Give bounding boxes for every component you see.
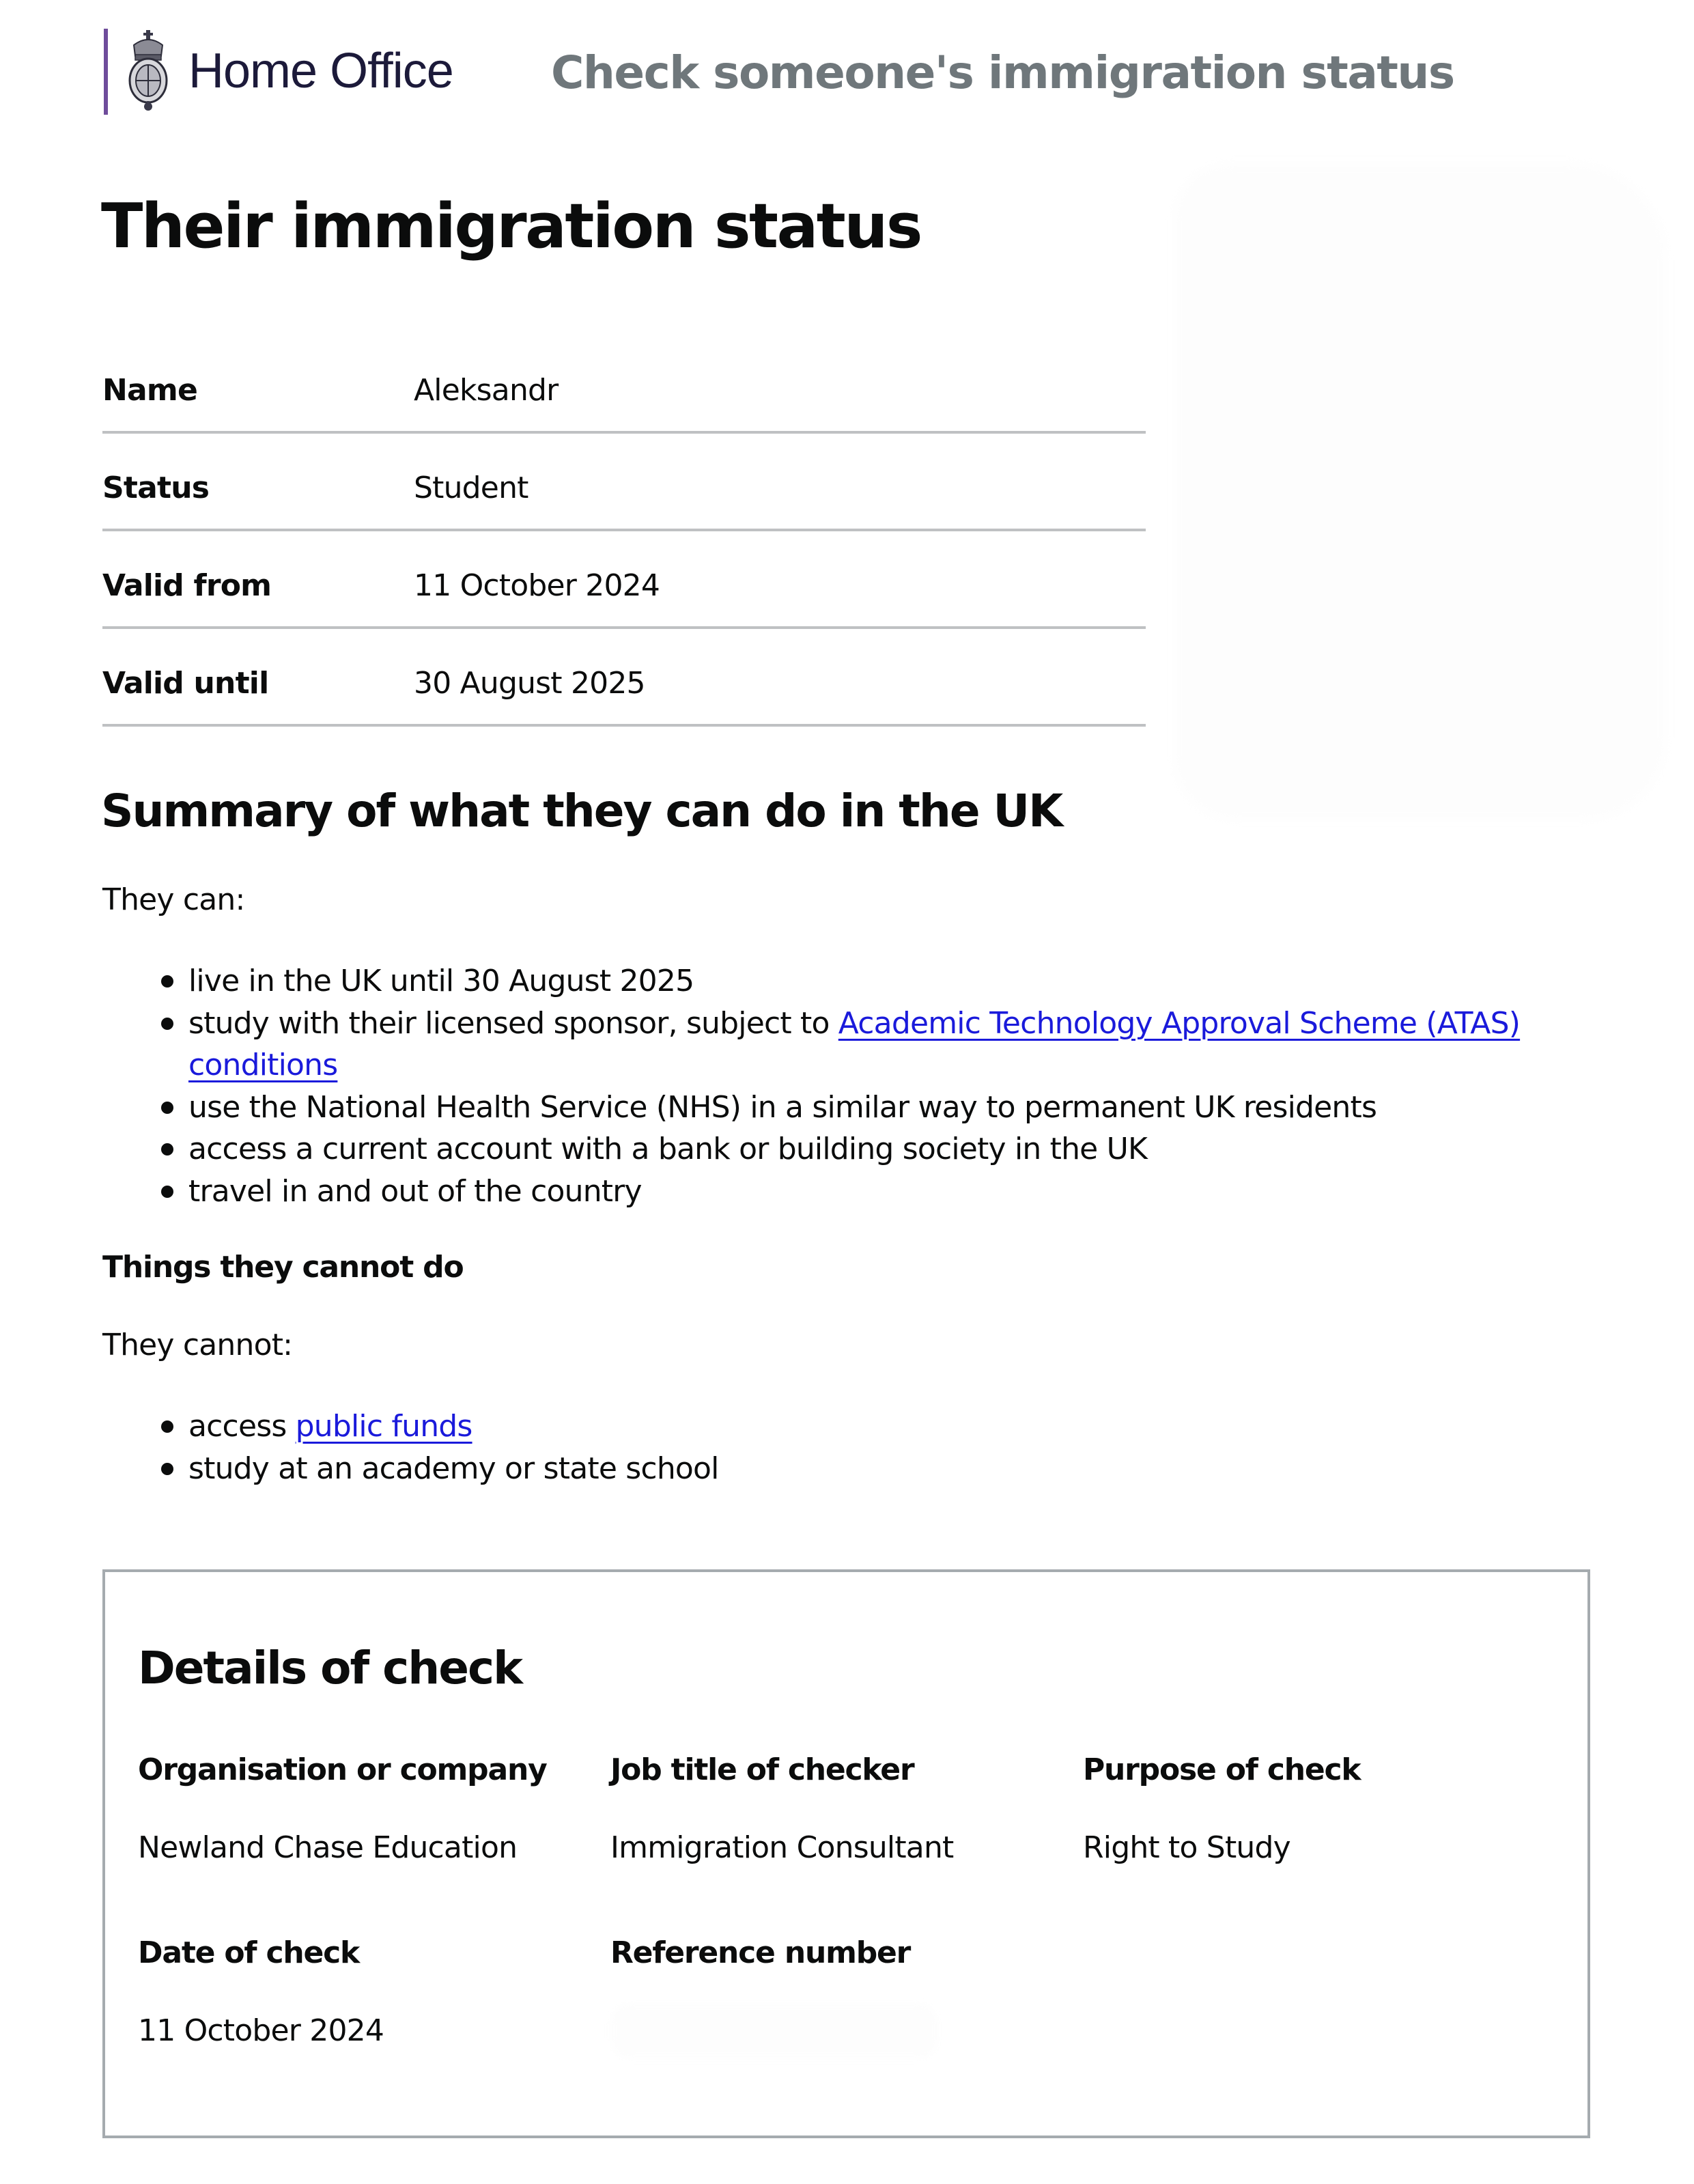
list-item	[161, 1128, 1595, 1171]
site-header	[102, 29, 1605, 117]
list-item	[161, 960, 1595, 1003]
can-do-list	[161, 960, 1595, 1212]
detail-value: Newland Chase Education	[138, 1830, 518, 1865]
bullet-icon	[161, 1143, 173, 1156]
service-name[interactable]: Check someone's immigration status	[551, 46, 1454, 99]
summary-key: Status	[102, 471, 210, 505]
detail-job-title	[610, 1750, 1061, 1868]
detail-value: Immigration Consultant	[610, 1830, 954, 1865]
bullet-icon	[161, 1186, 173, 1198]
list-item	[161, 1405, 1595, 1448]
summary-row-valid-from	[102, 531, 1146, 629]
detail-date-of-check	[138, 1933, 589, 2052]
brand-name[interactable]: Home Office	[188, 44, 453, 98]
detail-label: Organisation or company	[138, 1752, 547, 1787]
bullet-icon	[161, 1102, 173, 1114]
detail-value: Right to Study	[1083, 1830, 1290, 1865]
summary-key: Valid until	[102, 666, 269, 701]
cannot-do-heading: Things they cannot do	[102, 1250, 464, 1285]
public-funds-link[interactable]: public funds	[295, 1409, 472, 1444]
list-item-text: live in the UK until 30 August 2025	[188, 964, 694, 998]
detail-purpose	[1083, 1750, 1534, 1868]
list-item-text: travel in and out of the country	[188, 1173, 642, 1209]
bullet-icon	[161, 1018, 173, 1030]
list-item	[161, 1087, 1595, 1129]
summary-value: Student	[414, 471, 528, 505]
detail-label: Job title of checker	[610, 1752, 914, 1787]
detail-label: Purpose of check	[1083, 1752, 1361, 1787]
status-summary-list	[102, 336, 1146, 727]
redacted-photo	[1174, 164, 1666, 820]
list-item	[161, 1171, 1595, 1213]
detail-label: Reference number	[610, 1935, 911, 1970]
cannot-do-list	[161, 1405, 1595, 1489]
details-of-check-title: Details of check	[138, 1642, 522, 1694]
list-item-text: study with their licensed sponsor, subject to	[188, 1005, 838, 1041]
bullet-icon	[161, 1420, 173, 1433]
list-item-text: access a current account with a bank or building society in the UK	[188, 1132, 1148, 1166]
summary-value: Aleksandr	[414, 373, 559, 408]
atas-conditions-link[interactable]: Academic Technology Approval Scheme (ATAS) conditions	[188, 1005, 1521, 1082]
detail-reference-number	[610, 1933, 1061, 2069]
list-item	[161, 1448, 1595, 1490]
summary-key: Valid from	[102, 568, 272, 603]
cannot-do-intro: They cannot:	[102, 1328, 293, 1362]
details-of-check-panel	[102, 1569, 1590, 2138]
royal-crest-icon	[127, 30, 169, 115]
summary-row-name	[102, 336, 1146, 434]
can-do-heading: Summary of what they can do in the UK	[101, 785, 1062, 837]
bullet-icon	[161, 1463, 173, 1475]
summary-row-valid-until	[102, 629, 1146, 727]
summary-value: 11 October 2024	[414, 568, 660, 603]
list-item-text: access	[188, 1409, 296, 1444]
page-title: Their immigration status	[101, 191, 921, 262]
list-item-text: study at an academy or state school	[188, 1451, 719, 1486]
brand-color-bar	[104, 29, 108, 115]
detail-label: Date of check	[138, 1935, 360, 1970]
bullet-icon	[161, 975, 173, 988]
detail-organisation	[138, 1750, 589, 1868]
can-do-intro: They can:	[102, 882, 245, 917]
list-item-text: use the National Health Service (NHS) in a similar way to permanent UK residents	[188, 1089, 1377, 1125]
detail-value	[610, 2011, 1061, 2069]
summary-value: 30 August 2025	[414, 666, 645, 701]
summary-key: Name	[102, 373, 198, 408]
list-item	[161, 1003, 1595, 1087]
detail-value: 11 October 2024	[138, 2013, 384, 2048]
summary-row-status	[102, 434, 1146, 531]
redacted-reference-number	[610, 2004, 938, 2058]
